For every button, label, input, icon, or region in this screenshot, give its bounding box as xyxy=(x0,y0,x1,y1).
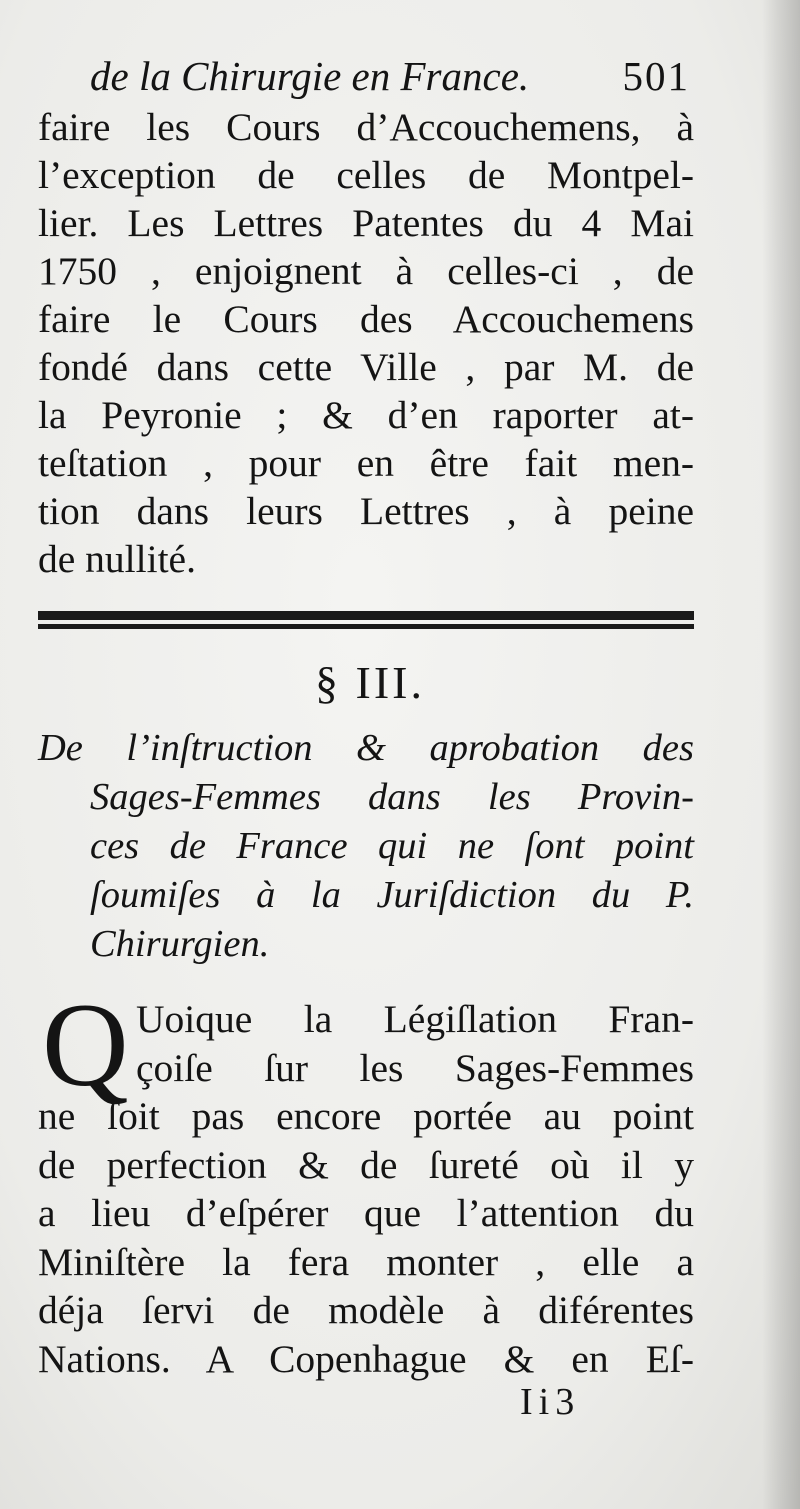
paragraph-line: Miniſtère la fera monter , elle a xyxy=(38,1239,694,1284)
body-line: de nullité. xyxy=(38,537,196,581)
divider-thin-line xyxy=(38,624,694,629)
body-line: tion dans leurs Lettres , à peine xyxy=(38,489,694,533)
body-line: la Peyronie ; & d’en raporter at- xyxy=(38,393,694,437)
subtitle-line: De l’inſtruction & aprobation des xyxy=(38,727,694,769)
paragraph-line: de perfection & de ſureté où il y xyxy=(38,1142,694,1187)
section-divider-rule xyxy=(38,611,694,631)
paragraph-line: Uoique la Légiſlation Fran- xyxy=(136,997,694,1041)
subtitle-line: Chirurgien. xyxy=(90,923,270,965)
page-number: 501 xyxy=(622,53,690,99)
divider-thick-line xyxy=(38,611,694,620)
signature-mark: Ii3 xyxy=(520,1381,581,1423)
running-title: de la Chirurgie en France. xyxy=(90,53,530,99)
body-line: faire les Cours d’Accouchemens, à xyxy=(38,105,694,149)
body-line: teſtation , pour en être fait men- xyxy=(38,441,694,485)
paragraph-line: çoiſe ſur les Sages-Femmes xyxy=(136,1045,694,1090)
body-text xyxy=(38,103,694,583)
section-heading: § III. xyxy=(315,657,425,708)
page-header xyxy=(90,50,690,102)
paragraph-line: déja ſervi de modèle à diférentes xyxy=(38,1288,694,1332)
paragraph-line: Nations. A Copenhague & en Eſ- xyxy=(38,1336,694,1381)
subtitle-line: ſoumiſes à la Juriſdiction du P. xyxy=(90,874,694,916)
body-line: faire le Cours des Accouchemens xyxy=(38,297,694,341)
paragraph-line: a lieu d’eſpérer que l’attention du xyxy=(38,1191,694,1235)
paragraph-line: ne ſoit pas encore portée au point xyxy=(38,1094,694,1138)
body-line: 1750 , enjoignent à celles-ci , de xyxy=(38,249,694,293)
body-line: fondé dans cette Ville , par M. de xyxy=(38,345,694,389)
page-gutter-shadow xyxy=(762,0,800,1509)
body-line: lier. Les Lettres Patentes du 4 Mai xyxy=(38,201,694,245)
subtitle-line: Sages-Femmes dans les Provin- xyxy=(90,776,694,818)
body-line: l’exception de celles de Montpel- xyxy=(38,153,694,197)
section-subtitle xyxy=(38,724,694,969)
subtitle-line: ces de France qui ne ſont point xyxy=(90,825,694,867)
paragraph xyxy=(38,995,694,1383)
drop-capital: Q xyxy=(42,978,129,1111)
